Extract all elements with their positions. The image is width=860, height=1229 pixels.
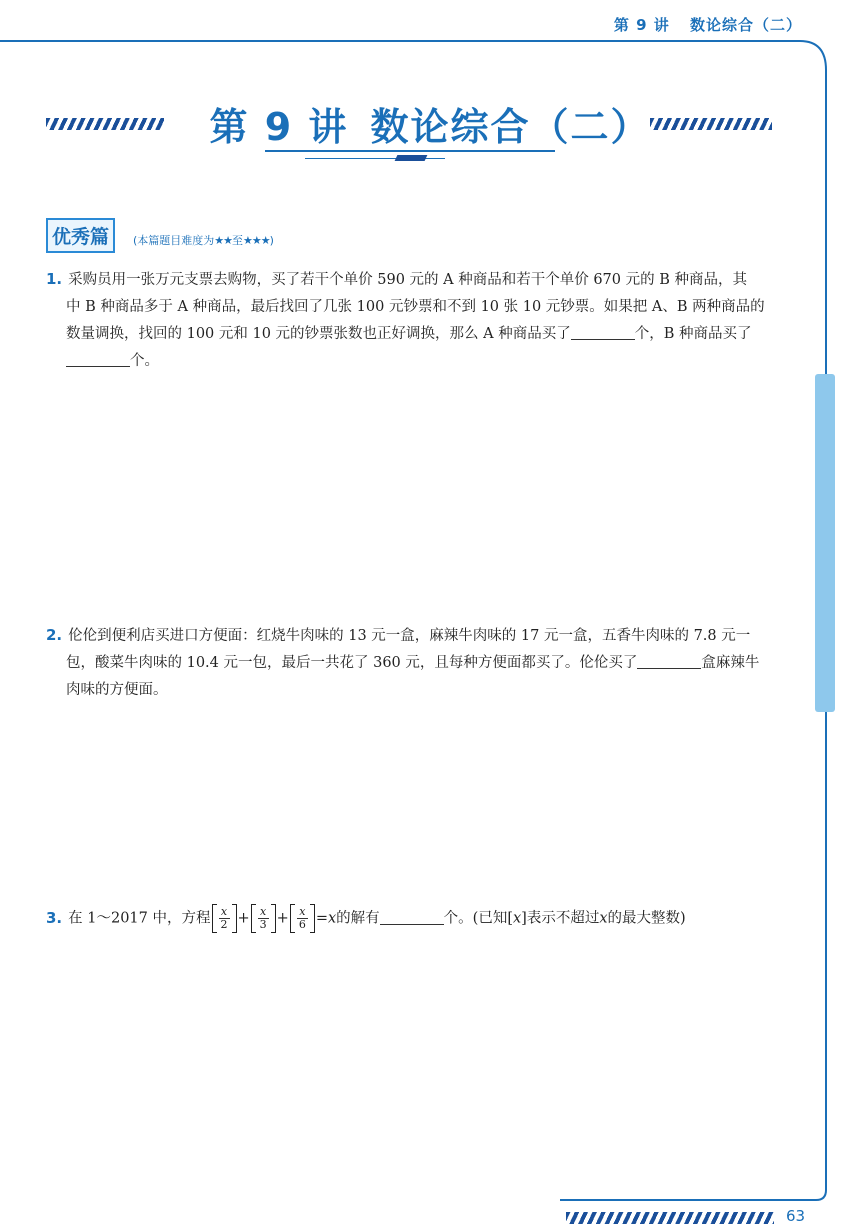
question-1-line-4 [46, 348, 788, 375]
title-text: 数论综合（二） [370, 105, 651, 149]
section-label: 优秀篇 [46, 218, 115, 253]
answer-blank-3[interactable] [380, 910, 444, 925]
question-2-line-1 [46, 622, 788, 650]
question-2-line-2 [46, 650, 788, 677]
question-1-line-2: 中 B 种商品多于 A 种商品，最后找回了几张 100 元钞票和不到 10 张 10 元钞票。如果把 A、B 两种商品的 [66, 299, 765, 315]
floor-bracket-3 [290, 904, 315, 933]
section-note-prefix: (本篇题目难度为 [133, 234, 215, 247]
running-head-lecture: 第 9 讲 [613, 16, 670, 34]
var-x-rhs: x [327, 910, 337, 927]
fraction-3 [297, 906, 308, 931]
question-3-text-d: ]表示不超过 [521, 910, 600, 927]
plus-sign-2: + [276, 910, 289, 927]
difficulty-stars-high: ★★★ [243, 234, 270, 247]
question-2-text-2b: 盒麻辣牛 [701, 655, 760, 671]
question-3-text-c: 个。(已知[ [443, 910, 513, 927]
fraction-1-numerator: x [219, 906, 230, 919]
question-3-text-b: 的解有 [336, 910, 380, 927]
question-1-text-1: 采购员用一张万元支票去购物，买了若干个单价 590 元的 A 种商品和若干个单价 670 元的 B 种商品，其 [68, 272, 747, 288]
title-underline-accent [395, 155, 428, 161]
question-1-text-3a: 数量调换，找回的 100 元和 10 元的钞票张数也正好调换，那么 A 种商品买了 [66, 326, 571, 342]
footer-stripes [566, 1212, 774, 1224]
fraction-3-denominator: 6 [298, 917, 306, 931]
var-x-note: x [512, 910, 522, 927]
var-x-note-2: x [599, 910, 608, 927]
running-head [600, 14, 802, 35]
fraction-2-denominator: 3 [259, 917, 267, 931]
question-2-text-1: 伦伦到便利店买进口方便面：红烧牛肉味的 13 元一盒，麻辣牛肉味的 17 元一盒，五香牛肉味的 7.8 元一 [68, 628, 751, 644]
question-1-number: 1. [46, 270, 63, 288]
question-3 [46, 904, 788, 933]
section-note-suffix: ) [269, 234, 274, 247]
answer-blank-1a[interactable] [571, 325, 635, 340]
answer-blank-1b[interactable] [66, 352, 130, 367]
floor-bracket-2 [251, 904, 276, 933]
question-1-line-1 [46, 266, 788, 294]
question-2-line-3: 肉味的方便面。 [66, 682, 168, 698]
fraction-2-numerator: x [258, 906, 269, 919]
question-2 [46, 622, 788, 704]
title-underline [265, 150, 555, 152]
title-number: 第 9 讲 [209, 105, 349, 149]
floor-bracket-1 [212, 904, 237, 933]
difficulty-stars-low: ★★ [214, 234, 233, 247]
question-3-text-a: 在 1～2017 中，方程 [68, 910, 211, 927]
fraction-1 [219, 906, 230, 931]
fraction-1-denominator: 2 [220, 917, 228, 931]
fraction-3-numerator: x [297, 906, 308, 919]
running-head-topic: 数论综合（二） [689, 16, 802, 34]
question-1-text-3b: 个，B 种商品买了 [634, 326, 752, 342]
page-title [0, 96, 860, 151]
fraction-2 [258, 906, 269, 931]
question-2-number: 2. [46, 626, 63, 644]
question-1-line-3 [46, 321, 788, 348]
question-3-text-e: 的最大整数) [607, 910, 686, 927]
equals-sign: = [315, 910, 328, 927]
question-3-line-1 [46, 904, 788, 933]
side-tab [815, 374, 835, 712]
section-note-mid: 至 [232, 234, 244, 247]
plus-sign-1: + [237, 910, 250, 927]
question-2-text-2a: 包，酸菜牛肉味的 10.4 元一包，最后一共花了 360 元，且每种方便面都买了。伦伦买了 [66, 655, 638, 671]
page-number: 63 [786, 1207, 806, 1225]
answer-blank-2[interactable] [637, 654, 701, 669]
question-1-text-4: 个。 [130, 353, 159, 369]
question-1 [46, 266, 788, 375]
section-note [133, 232, 274, 248]
question-3-number: 3. [46, 908, 63, 927]
